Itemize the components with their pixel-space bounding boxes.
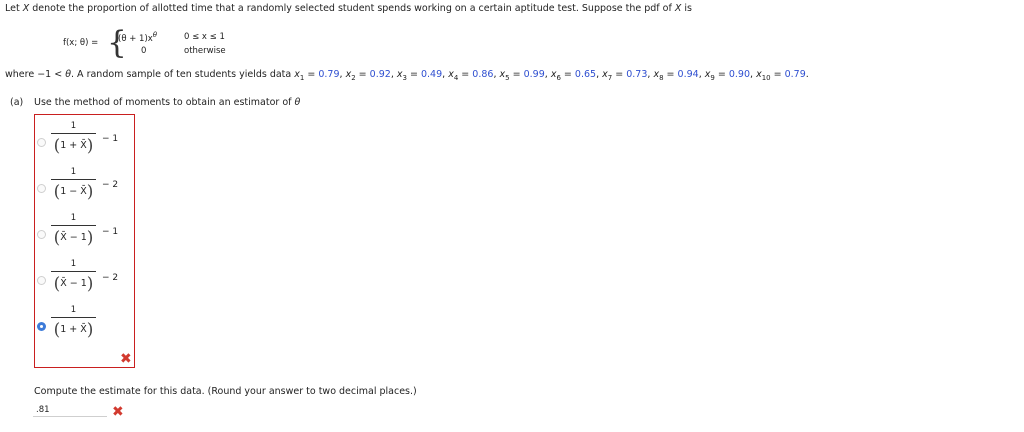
choice-4-tail: − 2 bbox=[102, 273, 119, 283]
choice-3-fraction: 1 (X̄ − 1) bbox=[51, 213, 96, 248]
choice-2-fraction: 1 (1 − X̄) bbox=[51, 167, 96, 202]
choice-4-radio[interactable] bbox=[37, 276, 46, 285]
compute-prompt: Compute the estimate for this data. (Round your answer to two decimal places.) bbox=[34, 386, 417, 397]
pdf-case1-expr: $(\theta + 1)x^\theta$ bbox=[118, 31, 158, 44]
pdf-lhs: f(x; θ) = bbox=[63, 38, 99, 48]
part-a-question: Use the method of moments to obtain an estimator of θ bbox=[34, 97, 301, 108]
pdf-brace: { bbox=[107, 25, 127, 61]
choice-3-tail: − 1 bbox=[102, 227, 119, 237]
sample-value-item: $x_6 = 0.65$, bbox=[550, 69, 600, 82]
choice-4-fraction: 1 (X̄ − 1) bbox=[51, 259, 96, 294]
choices-wrong-icon: ✖ bbox=[120, 351, 132, 367]
pdf-case2-expr: 0 bbox=[141, 46, 147, 56]
sample-data-line: where −1 < θ. A random sample of ten students yields data $x_1 = 0.79$, $x_2 = 0.92$, $x_3 = 0.49$, $x_4 = 0.86$, $x_5 = 0.99$, $x_6 = 0.65$, $x_7 = 0.73$, $x_8 = 0.94$, $x_9 = 0.90$, $x_{10} = 0.79$. bbox=[5, 69, 809, 82]
part-a-label: (a) bbox=[10, 97, 24, 108]
choice-1-tail: − 1 bbox=[102, 134, 119, 144]
sample-value-item: $x_7 = 0.73$, bbox=[602, 69, 651, 82]
choice-5-radio[interactable] bbox=[37, 322, 46, 331]
sample-value-item: $x_4 = 0.86$, bbox=[448, 69, 497, 82]
sample-value-item: $x_2 = 0.92$, bbox=[345, 69, 394, 82]
choice-2-radio[interactable] bbox=[37, 184, 46, 193]
pdf-case2-condition: otherwise bbox=[184, 46, 226, 56]
choice-1-fraction: 1 (1 + X̄) bbox=[51, 121, 96, 156]
choice-3-radio[interactable] bbox=[37, 230, 46, 239]
answer-wrong-icon: ✖ bbox=[112, 404, 124, 420]
choice-5-fraction: 1 (1 + X̄) bbox=[51, 305, 96, 340]
answer-input[interactable]: .81 bbox=[33, 405, 107, 417]
sample-value-item: $x_5 = 0.99$, bbox=[499, 69, 548, 82]
sample-value-item: $x_1 = 0.79$, bbox=[294, 69, 343, 82]
problem-intro: Let X denote the proportion of allotted time that a randomly selected student spends working on a certain aptitude test. Suppose the pdf of X is bbox=[5, 3, 692, 14]
sample-value-item: $x_9 = 0.90$, bbox=[704, 69, 754, 82]
sample-value-item: $x_3 = 0.49$, bbox=[396, 69, 446, 82]
sample-value-item: $x_8 = 0.94$, bbox=[653, 69, 702, 82]
pdf-case1-condition: 0 ≤ x ≤ 1 bbox=[184, 32, 225, 42]
choice-2-tail: − 2 bbox=[102, 180, 119, 190]
choice-1-radio[interactable] bbox=[37, 138, 46, 147]
sample-values bbox=[291, 69, 809, 80]
sample-value-item: $x_{10} = 0.79$. bbox=[756, 69, 809, 82]
